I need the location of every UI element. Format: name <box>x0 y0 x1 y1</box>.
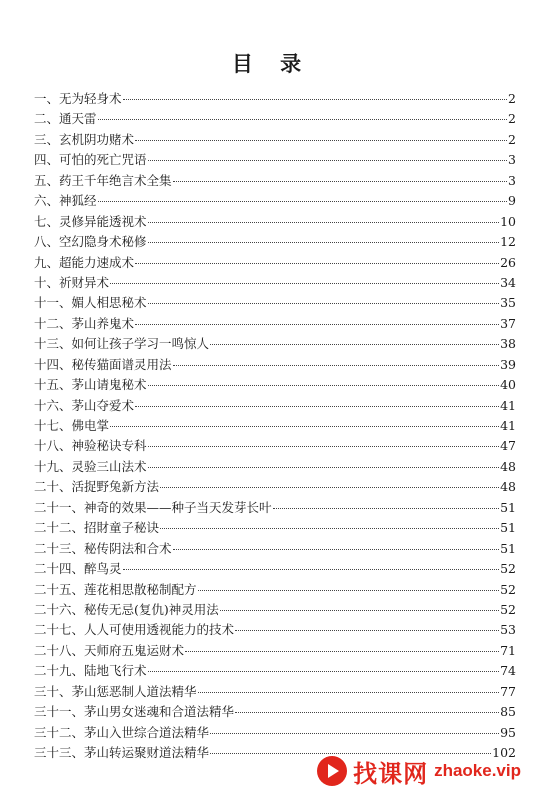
toc-entry-page: 53 <box>500 622 516 638</box>
toc-leader-dots <box>148 446 500 447</box>
toc-leader-dots <box>135 406 499 407</box>
toc-entry[interactable] <box>34 477 516 497</box>
toc-entry-page: 26 <box>500 254 516 270</box>
toc-leader-dots <box>185 651 499 652</box>
page-title: 目 录 <box>231 52 312 76</box>
toc-leader-dots <box>148 160 508 161</box>
toc-entry-page: 51 <box>500 540 516 556</box>
toc-entry-page: 102 <box>492 745 516 760</box>
toc-entry[interactable] <box>34 518 516 538</box>
toc-entry-title: 三十、茅山惩恶制人道法精华 <box>34 683 197 699</box>
toc-entry-title: 二十二、招財童子秘诀 <box>34 520 160 536</box>
toc-entry-title: 三、玄机阴功赌术 <box>34 131 135 147</box>
toc-entry[interactable] <box>34 314 516 334</box>
toc-entry[interactable] <box>34 620 516 640</box>
toc-entry-page: 2 <box>508 111 516 127</box>
table-of-contents <box>34 89 516 763</box>
toc-leader-dots <box>148 303 500 304</box>
toc-entry-title: 二十七、人人可使用透视能力的技术 <box>34 622 235 638</box>
toc-entry[interactable] <box>34 293 516 313</box>
toc-entry-page: 52 <box>500 581 516 597</box>
toc-entry[interactable] <box>34 396 516 416</box>
toc-leader-dots <box>235 712 499 713</box>
toc-entry-page: 48 <box>500 479 516 495</box>
toc-entry-page: 39 <box>500 356 516 372</box>
toc-leader-dots <box>198 590 500 591</box>
toc-entry-page: 51 <box>500 499 516 515</box>
watermark-name: 找课网 <box>353 759 429 788</box>
toc-entry-title: 三十二、茅山入世综合道法精华 <box>34 724 210 740</box>
toc-entry-page: 95 <box>500 724 516 740</box>
toc-entry[interactable] <box>34 232 516 252</box>
toc-leader-dots <box>173 549 500 550</box>
toc-leader-dots <box>173 365 500 366</box>
toc-entry[interactable] <box>34 273 516 293</box>
toc-entry-page: 52 <box>500 561 516 577</box>
toc-entry-title: 二十三、秘传阴法和合术 <box>34 540 172 556</box>
toc-leader-dots <box>273 508 500 509</box>
toc-entry-title: 六、神狐经 <box>34 193 97 209</box>
toc-entry-title: 九、超能力速成术 <box>34 254 135 270</box>
toc-entry-title: 十四、秘传猫面谱灵用法 <box>34 356 172 372</box>
toc-entry[interactable] <box>34 641 516 661</box>
toc-entry[interactable] <box>34 661 516 681</box>
toc-leader-dots <box>148 671 500 672</box>
toc-entry[interactable] <box>34 682 516 702</box>
toc-entry-page: 10 <box>500 213 516 229</box>
toc-leader-dots <box>173 181 508 182</box>
toc-leader-dots <box>210 733 499 734</box>
toc-entry[interactable] <box>34 191 516 211</box>
toc-entry-page: 3 <box>508 172 516 188</box>
toc-entry-title: 十六、茅山夺爱术 <box>34 397 135 413</box>
toc-entry[interactable] <box>34 580 516 600</box>
toc-leader-dots <box>220 610 499 611</box>
toc-entry-page: 3 <box>508 152 516 168</box>
toc-leader-dots <box>135 263 499 264</box>
toc-entry[interactable] <box>34 723 516 743</box>
toc-entry[interactable] <box>34 355 516 375</box>
toc-entry-title: 十八、神验秘诀专科 <box>34 438 147 454</box>
toc-entry-title: 二十一、神奇的效果——种子当天发芽长叶 <box>34 499 272 515</box>
toc-entry-title: 三十一、茅山男女迷魂和合道法精华 <box>34 704 235 720</box>
toc-entry-title: 八、空幻隐身术秘修 <box>34 234 147 250</box>
toc-entry[interactable] <box>34 253 516 273</box>
toc-entry[interactable] <box>34 150 516 170</box>
toc-leader-dots <box>148 222 500 223</box>
toc-entry[interactable] <box>34 702 516 722</box>
toc-entry-page: 34 <box>500 274 516 290</box>
toc-entry-page: 35 <box>500 295 516 311</box>
toc-entry-page: 74 <box>500 663 516 679</box>
toc-entry-page: 52 <box>500 601 516 617</box>
toc-entry-page: 85 <box>500 704 516 720</box>
toc-entry-title: 二十六、秘传无忌(复仇)神灵用法 <box>34 601 219 617</box>
toc-entry-title: 七、灵修异能透视术 <box>34 213 147 229</box>
toc-entry-title: 二十、活捉野兔新方法 <box>34 479 160 495</box>
toc-leader-dots <box>135 324 499 325</box>
toc-leader-dots <box>98 119 508 120</box>
toc-entry-page: 47 <box>500 438 516 454</box>
toc-entry[interactable] <box>34 375 516 395</box>
toc-entry[interactable] <box>34 109 516 129</box>
toc-entry-page: 41 <box>500 397 516 413</box>
toc-leader-dots <box>123 569 500 570</box>
toc-leader-dots <box>148 242 500 243</box>
toc-entry-page: 51 <box>500 520 516 536</box>
toc-entry-page: 40 <box>500 377 516 393</box>
toc-entry[interactable] <box>34 539 516 559</box>
toc-entry[interactable] <box>34 334 516 354</box>
toc-leader-dots <box>160 487 499 488</box>
toc-entry[interactable] <box>34 416 516 436</box>
toc-entry-page: 38 <box>500 336 516 352</box>
toc-entry[interactable] <box>34 457 516 477</box>
toc-entry-title: 二十四、醉鸟灵 <box>34 561 122 577</box>
toc-leader-dots <box>198 692 500 693</box>
toc-entry[interactable] <box>34 89 516 109</box>
toc-entry[interactable] <box>34 130 516 150</box>
toc-leader-dots <box>110 426 499 427</box>
toc-entry-title: 十九、灵验三山法术 <box>34 458 147 474</box>
toc-entry-page: 77 <box>500 683 516 699</box>
toc-leader-dots <box>123 99 508 100</box>
toc-leader-dots <box>110 283 499 284</box>
toc-entry[interactable] <box>34 600 516 620</box>
toc-entry-title: 三十三、茅山转运聚财道法精华 <box>34 745 210 760</box>
toc-entry-title: 十一、媚人相思秘术 <box>34 295 147 311</box>
toc-entry[interactable] <box>34 212 516 232</box>
toc-entry-title: 二十五、莲花相思散秘制配方 <box>34 581 197 597</box>
toc-entry-title: 十七、佛电掌 <box>34 418 110 433</box>
toc-entry-title: 十、祈财异术 <box>34 274 110 290</box>
toc-leader-dots <box>98 201 508 202</box>
toc-entry-page: 12 <box>500 234 516 250</box>
toc-entry-page: 2 <box>508 131 516 147</box>
toc-entry-title: 四、可怕的死亡咒语 <box>34 152 147 168</box>
toc-entry-title: 二十九、陆地飞行术 <box>34 663 147 679</box>
toc-leader-dots <box>135 140 507 141</box>
toc-entry[interactable] <box>34 171 516 191</box>
toc-entry-title: 十三、如何让孩子学习一鸣惊人 <box>34 336 210 352</box>
watermark <box>317 754 521 788</box>
toc-entry-page: 9 <box>508 193 516 209</box>
toc-entry-title: 一、无为轻身术 <box>34 91 122 106</box>
toc-leader-dots <box>210 344 499 345</box>
toc-entry-title: 二、通天雷 <box>34 111 97 127</box>
toc-entry-page: 48 <box>500 458 516 474</box>
toc-leader-dots <box>235 630 499 631</box>
play-icon <box>317 756 347 786</box>
toc-entry[interactable] <box>34 436 516 456</box>
toc-entry-page: 37 <box>500 315 516 331</box>
watermark-url: zhaoke.vip <box>434 761 521 780</box>
toc-leader-dots <box>148 385 500 386</box>
toc-entry-title: 十五、茅山请鬼秘术 <box>34 377 147 393</box>
toc-entry-page: 2 <box>508 91 516 106</box>
toc-entry-page: 71 <box>500 642 516 658</box>
toc-leader-dots <box>160 528 499 529</box>
toc-leader-dots <box>148 467 500 468</box>
toc-entry-title: 二十八、天师府五鬼运财术 <box>34 642 185 658</box>
toc-entry-title: 十二、茅山养鬼术 <box>34 315 135 331</box>
toc-entry-title: 五、药王千年绝言术全集 <box>34 172 172 188</box>
toc-entry[interactable] <box>34 498 516 518</box>
toc-entry[interactable] <box>34 559 516 579</box>
toc-entry-page: 41 <box>500 418 516 433</box>
